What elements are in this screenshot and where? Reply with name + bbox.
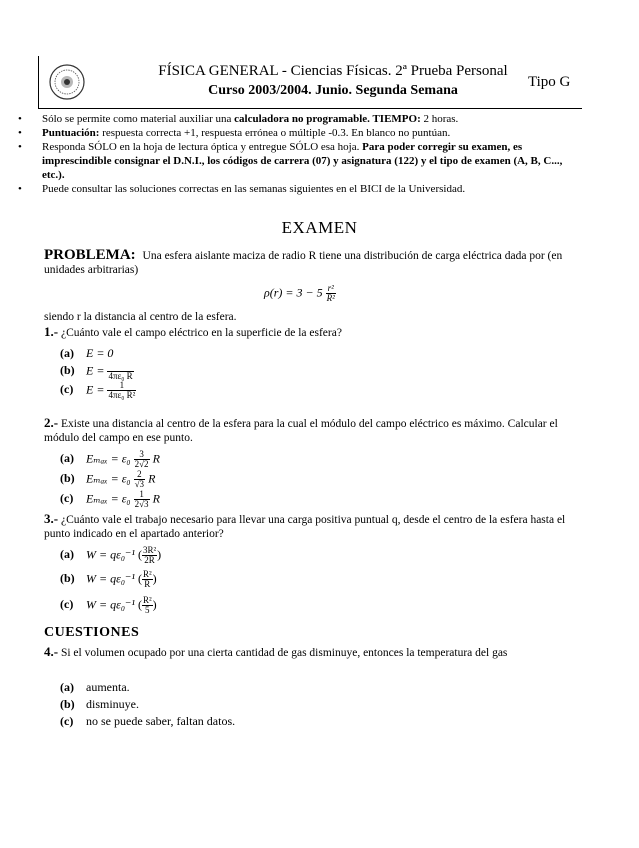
instruction-item: • Puntuación: respuesta correcta +1, respuesta errónea o múltiple -0.3. En blanco no puntúan. <box>18 127 451 139</box>
bullet-icon: • <box>18 141 22 153</box>
answer-option: (c) Eₘₐₓ = ε₀ $\frac{1}{2√3}$ R <box>60 489 160 509</box>
question-1: 1.- ¿Cuánto vale el campo eléctrico en la superficie de la esfera? <box>44 324 342 339</box>
bullet-icon: • <box>18 127 22 139</box>
answer-option: (a) Eₘₐₓ = ε₀ $\frac{3}{2√2}$ R <box>60 449 160 469</box>
answer-option: (b) Eₘₐₓ = ε₀ $\frac{2}{√3}$ R <box>60 469 156 489</box>
bullet-icon: • <box>18 183 22 195</box>
question-2: 2.- Existe una distancia al centro de la esfera para la cual el módulo del campo eléctrico es máximo. Calcular el módulo del campo en ese punto. <box>44 415 558 444</box>
bullet-icon: • <box>18 113 22 125</box>
header-subtitle: Curso 2003/2004. Junio. Segunda Semana <box>208 83 458 98</box>
exam-type: Tipo G <box>528 74 571 90</box>
answer-option: (c) W = qε₀⁻¹ ( $\frac{\text{R²}}{5}$ ) <box>60 595 157 615</box>
exam-title: EXAMEN <box>281 218 358 237</box>
problem-heading: PROBLEMA: <box>44 247 136 263</box>
instruction-item: • Puede consultar las soluciones correctas en las semanas siguientes en el BICI de la Universidad. <box>18 183 466 195</box>
charge-density-formula: ρ(r) = 3 − 5 $\frac{\text{r²}}{\text{R²}}$ <box>264 283 335 303</box>
answer-option: (b) W = qε₀⁻¹ ( $\frac{\text{R²}}{R}$ ) <box>60 569 157 589</box>
answer-option: (a) W = qε₀⁻¹ ( $\frac{\text{3R²}}{2R}$ ) <box>60 545 162 565</box>
instruction-item: • Sólo se permite como material auxiliar una calculadora no programable. TIEMPO: 2 horas. <box>18 113 459 125</box>
problem-text: Una esfera aislante maciza de radio R tiene una distribución de carga eléctrica dada por (en unidades arbitrarias) <box>44 250 563 276</box>
problem-statement <box>44 248 568 277</box>
answer-option: (c) no se puede saber, faltan datos. <box>60 714 236 728</box>
problem-after-text: siendo r la distancia al centro de la esfera. <box>44 311 237 323</box>
university-seal-icon <box>48 63 86 101</box>
question-3: 3.- ¿Cuánto vale el trabajo necesario para llevar una carga positiva puntual q, desde el centro de la esfera hasta el punto indicado en el apartado anterior? <box>44 511 566 540</box>
instruction-item: • Responda SÓLO en la hoja de lectura óptica y entregue SÓLO esa hoja. Para poder corregir su examen, es imprescindible consignar el D.N.I., los códigos de carrera (07) y asignatura (122) y el tipo de examen (A, B, C..., etc.). <box>18 141 563 181</box>
answer-option: (c) E = $\frac{1}{\text{4πε₀ R²}}$ <box>60 380 136 400</box>
exam-header <box>38 56 582 111</box>
question-4: 4.- Si el volumen ocupado por una cierta cantidad de gas disminuye, entonces la temperatura del gas <box>44 644 508 659</box>
instructions-list <box>16 112 576 196</box>
header-title: FÍSICA GENERAL - Ciencias Físicas. 2ª Prueba Personal <box>158 63 508 79</box>
answer-option: (b) E = 4πε₀ R <box>60 363 133 381</box>
header-divider-vertical <box>38 56 39 108</box>
cuestiones-heading: CUESTIONES <box>44 625 140 640</box>
answer-option: (a) aumenta. <box>60 680 130 694</box>
header-divider-horizontal <box>38 108 582 109</box>
answer-option: (a) E = 0 <box>60 346 114 360</box>
answer-option: (b) disminuye. <box>60 697 139 711</box>
